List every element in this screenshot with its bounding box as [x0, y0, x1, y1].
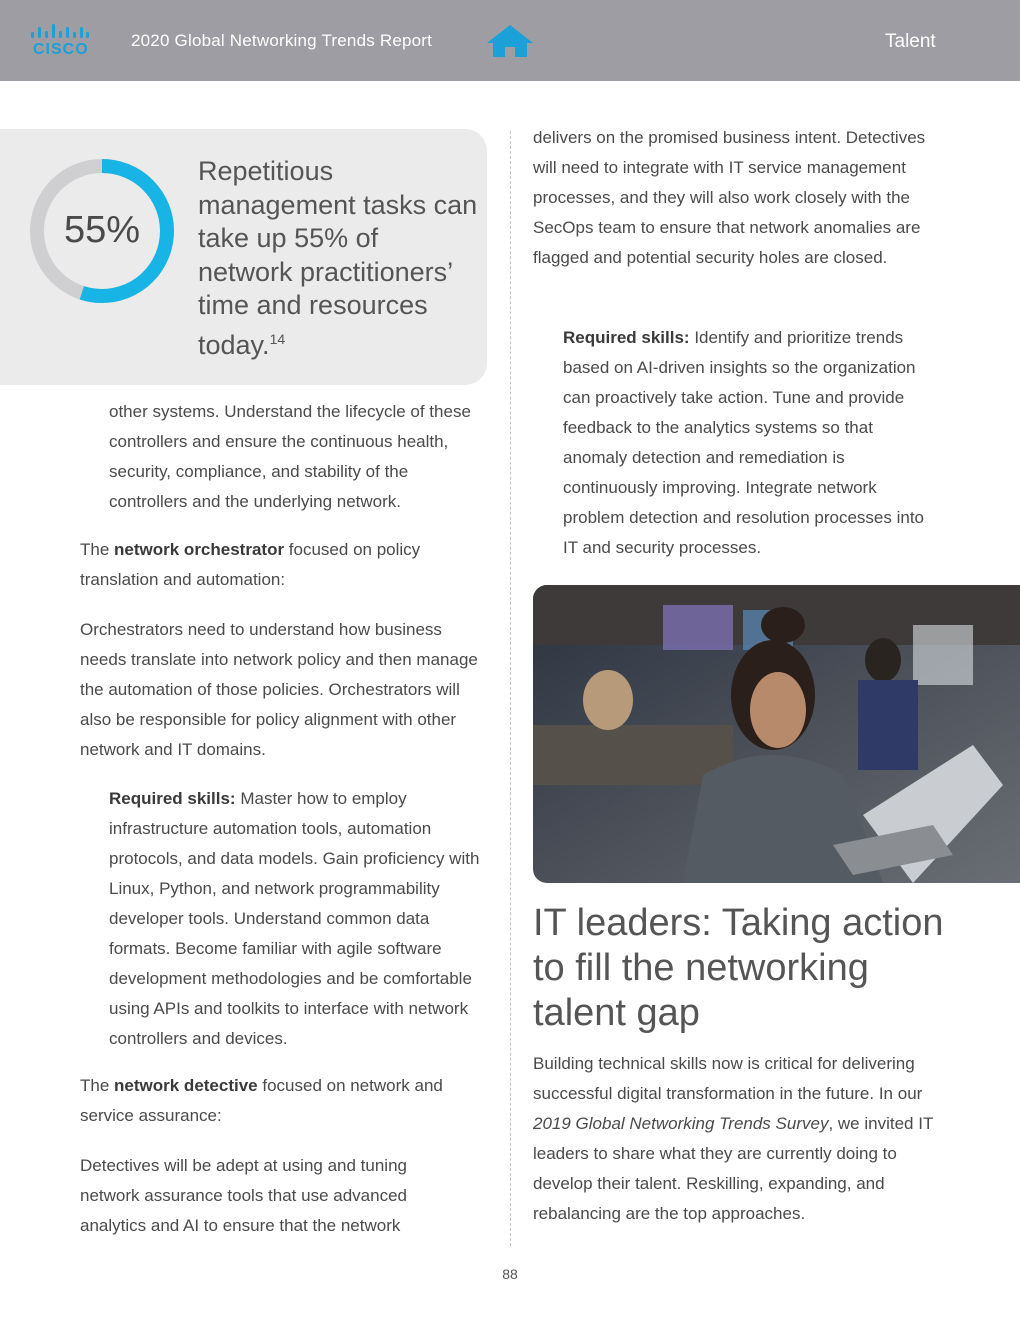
cisco-bars-icon [30, 24, 90, 40]
page-number: 88 [502, 1266, 518, 1282]
cisco-logo [30, 24, 90, 60]
footnote-marker: 14 [269, 330, 286, 347]
required-skills-detective: Required skills: Identify and prioritize trends based on AI-driven insights so the organization can proactively take action. Tune and provide feedback to the analytics systems so that anomaly detection and remediation is continuously improving. Integrate network problem detection and resolution processes into IT and security processes. [563, 328, 924, 557]
photo-woman-at-laptop [533, 585, 1020, 883]
paragraph-orchestrator-intro: The network orchestrator focused on policy translation and automation: [80, 540, 421, 589]
paragraph: Detectives will be adept at using and tuning network assurance tools that use advanced analytics and AI to ensure that the network [80, 1156, 407, 1235]
home-icon[interactable] [485, 23, 535, 59]
required-skills-orchestrator: Required skills: Master how to employ infrastructure automation tools, automation protocols, and data models. Gain proficiency with Linux, Python, and network programmability developer tools. Understand common data formats. Become familiar with agile software development methodologies and be comfortable using APIs and toolkits to interface with network controllers and devices. [109, 789, 480, 1048]
paragraph: Orchestrators need to understand how business needs translate into network policy and then manage the automation of those policies. Orchestrators will also be responsible for policy alignment with other network and IT domains. [80, 620, 478, 759]
stat-callout [0, 129, 487, 385]
page-header [0, 0, 1020, 81]
paragraph: other systems. Understand the lifecycle of these controllers and ensure the continuous health, security, compliance, and stability of the controllers and the underlying network. [109, 402, 471, 511]
stat-value: 55% [63, 209, 141, 251]
paragraph: Building technical skills now is critical for delivering successful digital transformation in the future. In our 2019 Global Networking Trends Survey, we invited IT leaders to share what they are currently doing to develop their talent. Reskilling, expanding, and rebalancing are the top approaches. [533, 1054, 934, 1223]
survey-title: 2019 Global Networking Trends Survey [533, 1114, 829, 1133]
stat-text: Repetitious management tasks can take up 55% of network practitioners’ time and resources today.$^{14}$ [198, 156, 478, 360]
column-divider [510, 131, 511, 1246]
paragraph-detective-intro: The network detective focused on network and service assurance: [80, 1076, 443, 1125]
report-title: 2020 Global Networking Trends Report [131, 31, 433, 50]
paragraph: delivers on the promised business intent. Detectives will need to integrate with IT service management processes, and they will also work closely with the SecOps team to ensure that network anomalies are flagged and potential security holes are closed. [533, 128, 926, 267]
section-heading: IT leaders: Taking action to fill the networking talent gap [533, 902, 944, 1034]
cisco-wordmark: CISCO [33, 41, 89, 58]
section-title: Talent [885, 31, 936, 52]
